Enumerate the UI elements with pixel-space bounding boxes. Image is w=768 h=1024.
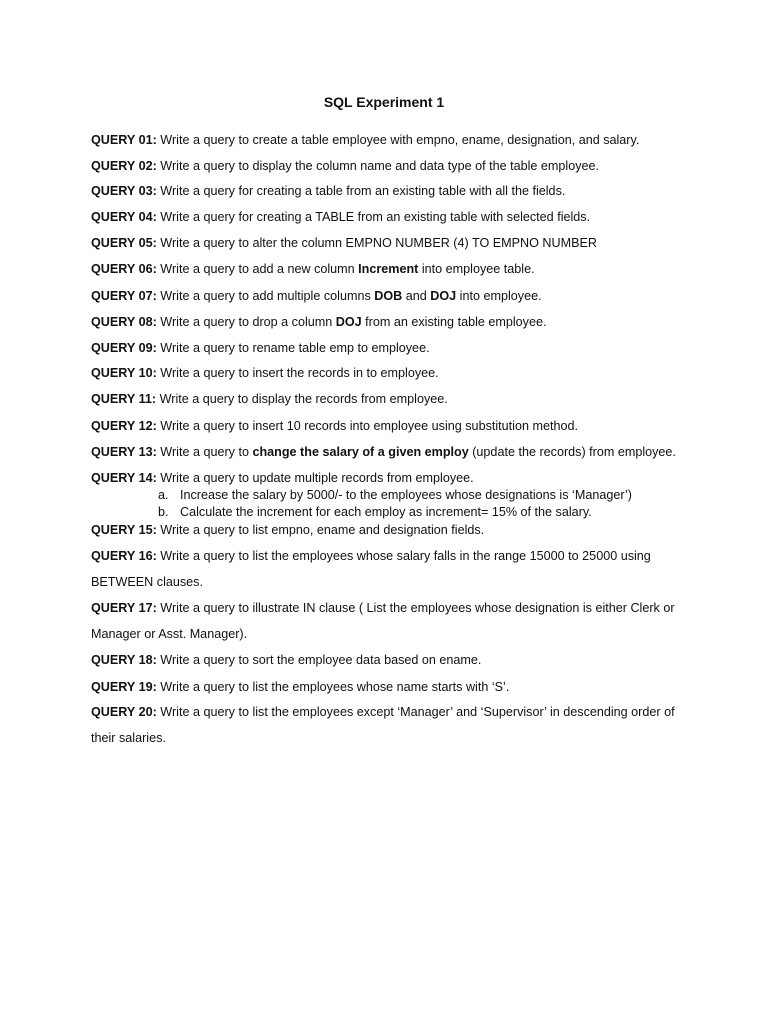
query-text: Write a query to display the column name and data type of the table employee. [156, 159, 600, 173]
query-text: Write a query to sort the employee data based on ename. [156, 653, 482, 667]
query-05 [91, 234, 597, 252]
query-label: QUERY 11: [91, 392, 157, 406]
query-06 [91, 260, 535, 278]
query-11 [91, 390, 448, 408]
query-text: Write a query to rename table emp to employee. [156, 341, 430, 355]
query-02 [91, 157, 599, 175]
query-emphasis: DOJ [430, 289, 457, 303]
query-19 [91, 678, 509, 696]
query-text: Write a query to illustrate IN clause ( List the employees whose designation is either Clerk or Manager or Asst. Manager). [91, 601, 675, 641]
query-text: Write a query to alter the column EMPNO NUMBER (4) TO EMPNO NUMBER [156, 236, 597, 250]
query-label: QUERY 17: [91, 601, 157, 615]
document-title: SQL Experiment 1 [323, 94, 445, 110]
query-label: QUERY 09: [91, 341, 157, 355]
query-label: QUERY 07: [91, 289, 157, 303]
query-label: QUERY 10: [91, 366, 157, 380]
query-17 [91, 595, 691, 647]
query-label: QUERY 19: [91, 680, 157, 694]
query-16 [91, 543, 691, 595]
query-label: QUERY 05: [91, 236, 157, 250]
query-14-subitem [158, 487, 632, 504]
query-emphasis: Increment [358, 262, 419, 276]
query-03 [91, 182, 565, 200]
query-text: Write a query to display the records from employee. [156, 392, 448, 406]
query-text: Write a query to list the employees whose salary falls in the range 15000 to 25000 using BETWEEN clauses. [91, 549, 651, 589]
query-13 [91, 443, 676, 461]
query-14 [91, 469, 474, 487]
query-text-end: into employee table. [418, 262, 535, 276]
query-label: QUERY 03: [91, 184, 157, 198]
subitem-text: Increase the salary by 5000/- to the employees whose designations is ‘Manager’) [180, 488, 632, 502]
query-label: QUERY 16: [91, 549, 157, 563]
list-marker: b. [158, 505, 169, 519]
query-label: QUERY 14: [91, 471, 157, 485]
query-label: QUERY 15: [91, 523, 157, 537]
query-emphasis: DOJ [335, 315, 362, 329]
query-label: QUERY 12: [91, 419, 157, 433]
query-text: Write a query to list the employees whose name starts with ‘S’. [156, 680, 510, 694]
query-10 [91, 364, 439, 382]
query-14-subitem [158, 504, 592, 521]
query-04 [91, 208, 590, 226]
query-emphasis: DOB [374, 289, 403, 303]
query-text-mid: and [402, 289, 431, 303]
query-label: QUERY 13: [91, 445, 157, 459]
query-label: QUERY 01: [91, 133, 157, 147]
query-text-end: (update the records) from employee. [468, 445, 676, 459]
query-label: QUERY 04: [91, 210, 157, 224]
query-09 [91, 339, 430, 357]
query-label: QUERY 20: [91, 705, 157, 719]
query-emphasis: change the salary of a given employ [252, 445, 469, 459]
query-label: QUERY 02: [91, 159, 157, 173]
query-text: Write a query to add a new column [156, 262, 359, 276]
query-label: QUERY 08: [91, 315, 157, 329]
query-text: Write a query to insert 10 records into employee using substitution method. [156, 419, 578, 433]
query-text-end: from an existing table employee. [361, 315, 547, 329]
query-18 [91, 651, 481, 669]
query-text: Write a query to list empno, ename and designation fields. [156, 523, 485, 537]
query-07 [91, 287, 542, 305]
query-15 [91, 521, 484, 539]
query-text: Write a query to create a table employee with empno, ename, designation, and salary. [156, 133, 640, 147]
query-label: QUERY 06: [91, 262, 157, 276]
query-text: Write a query to add multiple columns [156, 289, 375, 303]
query-text: Write a query to update multiple records from employee. [156, 471, 474, 485]
query-text: Write a query for creating a TABLE from an existing table with selected fields. [156, 210, 591, 224]
query-20 [91, 699, 691, 751]
query-text: Write a query for creating a table from an existing table with all the fields. [156, 184, 566, 198]
subitem-text: Calculate the increment for each employ as increment= 15% of the salary. [180, 505, 592, 519]
list-marker: a. [158, 488, 169, 502]
query-text: Write a query to list the employees except ‘Manager’ and ‘Supervisor’ in descending order of their salaries. [91, 705, 675, 745]
query-text-end: into employee. [456, 289, 542, 303]
query-12 [91, 417, 578, 435]
query-01 [91, 131, 639, 149]
query-08 [91, 313, 546, 331]
query-label: QUERY 18: [91, 653, 157, 667]
query-text: Write a query to [156, 445, 253, 459]
query-text: Write a query to drop a column [156, 315, 336, 329]
query-text: Write a query to insert the records in to employee. [156, 366, 439, 380]
